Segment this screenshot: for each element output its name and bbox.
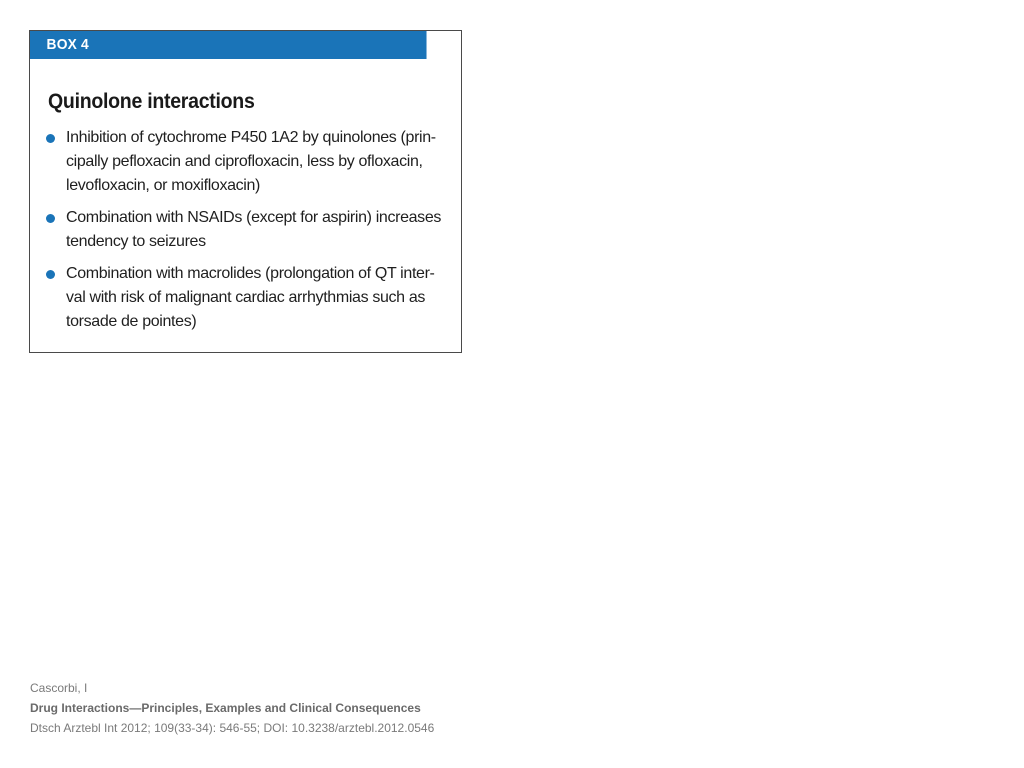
- bullet-dot-icon: [46, 214, 55, 223]
- bullet-line: torsade de pointes): [66, 313, 197, 330]
- bullet-line: levofloxacin, or moxifloxacin): [66, 177, 261, 194]
- bullet-list: [44, 126, 454, 342]
- citation-source: Dtsch Arztebl Int 2012; 109(33-34): 546-55; DOI: 10.3238/arztebl.2012.0546: [30, 721, 435, 735]
- bullet-item: [44, 206, 454, 254]
- info-box: [29, 30, 462, 353]
- bullet-dot-icon: [46, 134, 55, 143]
- citation-title: Drug Interactions—Principles, Examples and Clinical Consequences: [30, 701, 421, 715]
- bullet-line: val with risk of malignant cardiac arrhythmias such as: [66, 289, 426, 306]
- citation: [30, 678, 434, 738]
- bullet-line: tendency to seizures: [66, 233, 206, 250]
- citation-author: Cascorbi, I: [30, 681, 88, 695]
- bullet-dot-icon: [46, 270, 55, 279]
- bullet-item: [44, 126, 454, 198]
- bullet-item: [44, 262, 454, 334]
- bullet-line: Combination with NSAIDs (except for aspirin) increases: [66, 209, 442, 226]
- bullet-line: Combination with macrolides (prolongation of QT inter-: [66, 265, 435, 282]
- box-label: BOX 4: [30, 31, 427, 59]
- bullet-line: cipally pefloxacin and ciprofloxacin, less by ofloxacin,: [66, 153, 423, 170]
- bullet-line: Inhibition of cytochrome P450 1A2 by quinolones (prin-: [66, 129, 436, 146]
- box-title: Quinolone interactions: [48, 90, 255, 113]
